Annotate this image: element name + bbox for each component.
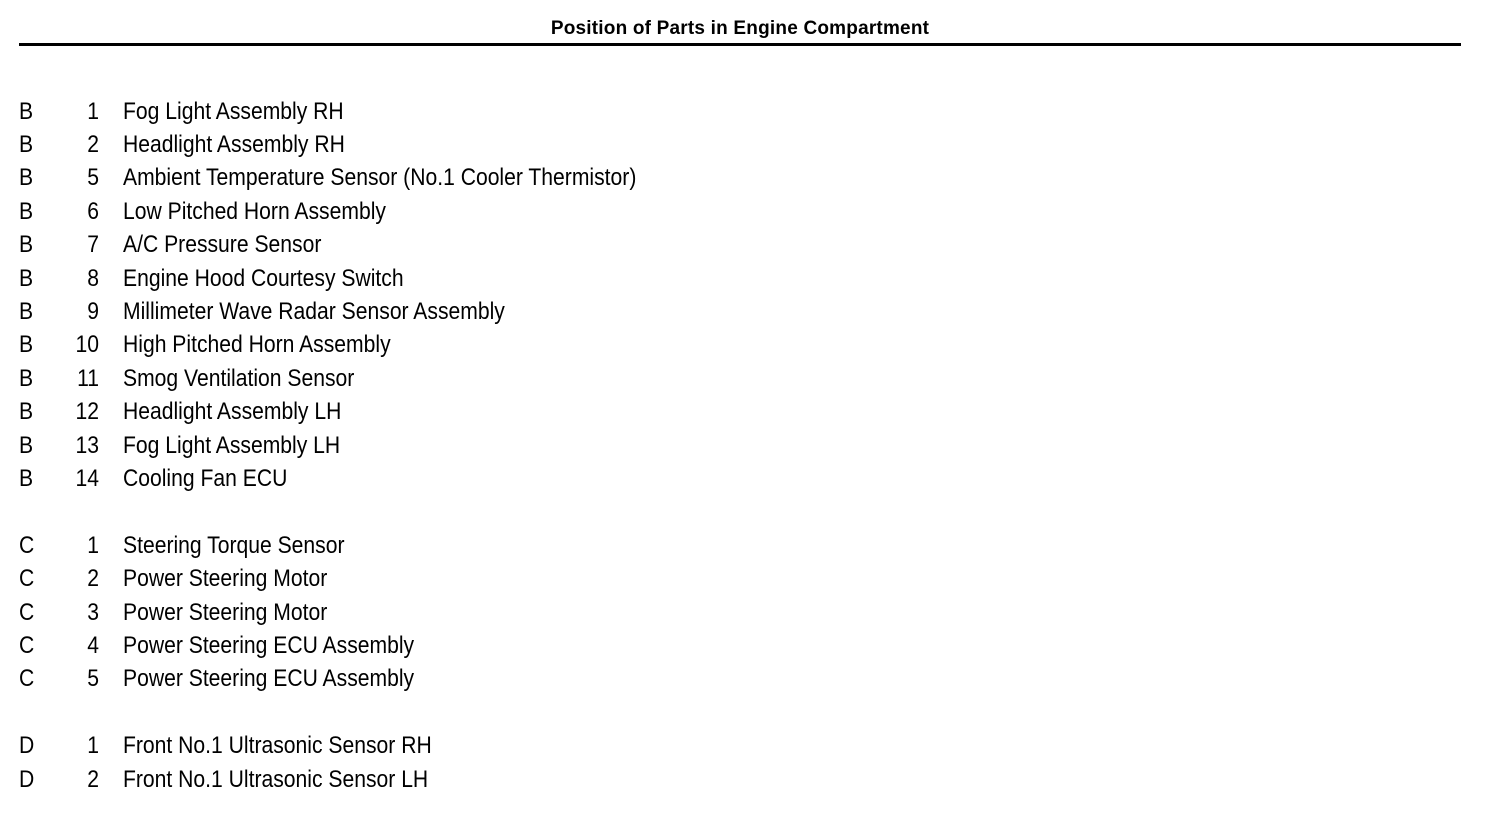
- part-row: [19, 763, 919, 796]
- parts-group-d: [19, 729, 919, 796]
- part-row: [19, 329, 919, 362]
- part-connector-code: B: [19, 264, 34, 292]
- part-name: Front No.1 Ultrasonic Sensor RH: [123, 732, 432, 760]
- part-row: [19, 95, 919, 128]
- part-connector-code: C: [19, 531, 35, 559]
- part-name: Cooling Fan ECU: [123, 464, 288, 492]
- part-connector-code: D: [19, 765, 35, 793]
- part-connector-code: B: [19, 298, 34, 326]
- part-name: High Pitched Horn Assembly: [123, 331, 391, 359]
- part-number: 1: [87, 732, 99, 760]
- part-name: Engine Hood Courtesy Switch: [123, 264, 404, 292]
- part-connector-code: B: [19, 431, 34, 459]
- parts-list: [19, 95, 919, 796]
- part-number: 12: [75, 398, 99, 426]
- part-number: 14: [75, 464, 99, 492]
- part-connector-code: B: [19, 164, 34, 192]
- part-number: 5: [87, 665, 99, 693]
- part-name: Steering Torque Sensor: [123, 531, 345, 559]
- part-row: [19, 229, 919, 262]
- part-name: Smog Ventilation Sensor: [123, 364, 355, 392]
- part-row: [19, 295, 919, 328]
- part-row: [19, 529, 919, 562]
- part-row: [19, 562, 919, 595]
- parts-group-b: [19, 95, 919, 496]
- part-row: [19, 262, 919, 295]
- part-row: [19, 396, 919, 429]
- part-row: [19, 596, 919, 629]
- part-name: Fog Light Assembly RH: [123, 97, 344, 125]
- parts-group-c: [19, 529, 919, 696]
- part-connector-code: C: [19, 565, 35, 593]
- part-number: 1: [87, 531, 99, 559]
- part-number: 2: [87, 131, 99, 159]
- part-number: 3: [87, 598, 99, 626]
- part-row: [19, 128, 919, 161]
- part-name: Power Steering ECU Assembly: [123, 631, 415, 659]
- part-row: [19, 729, 919, 762]
- part-name: A/C Pressure Sensor: [123, 231, 322, 259]
- part-connector-code: D: [19, 732, 35, 760]
- part-name: Millimeter Wave Radar Sensor Assembly: [123, 298, 505, 326]
- part-number: 2: [87, 565, 99, 593]
- part-name: Power Steering Motor: [123, 598, 328, 626]
- part-number: 1: [87, 97, 99, 125]
- part-row: [19, 162, 919, 195]
- part-connector-code: C: [19, 598, 35, 626]
- part-connector-code: B: [19, 97, 34, 125]
- part-row: [19, 362, 919, 395]
- part-name: Low Pitched Horn Assembly: [123, 197, 386, 225]
- part-name: Front No.1 Ultrasonic Sensor LH: [123, 765, 429, 793]
- part-connector-code: B: [19, 464, 34, 492]
- part-name: Power Steering ECU Assembly: [123, 665, 415, 693]
- part-name: Headlight Assembly LH: [123, 398, 342, 426]
- page-title: Position of Parts in Engine Compartment: [550, 18, 930, 39]
- part-connector-code: C: [19, 665, 35, 693]
- part-connector-code: C: [19, 631, 35, 659]
- part-number: 8: [87, 264, 99, 292]
- part-row: [19, 429, 919, 462]
- part-row: [19, 629, 919, 662]
- part-connector-code: B: [19, 197, 34, 225]
- part-number: 7: [87, 231, 99, 259]
- part-name: Fog Light Assembly LH: [123, 431, 341, 459]
- part-row: [19, 195, 919, 228]
- part-name: Power Steering Motor: [123, 565, 328, 593]
- part-connector-code: B: [19, 398, 34, 426]
- part-number: 6: [87, 197, 99, 225]
- part-connector-code: B: [19, 331, 34, 359]
- part-row: [19, 663, 919, 696]
- part-number: 10: [75, 331, 99, 359]
- part-row: [19, 462, 919, 495]
- part-number: 9: [87, 298, 99, 326]
- part-connector-code: B: [19, 364, 34, 392]
- part-number: 2: [87, 765, 99, 793]
- part-number: 13: [75, 431, 99, 459]
- part-number: 4: [87, 631, 99, 659]
- part-number: 5: [87, 164, 99, 192]
- part-name: Headlight Assembly RH: [123, 131, 345, 159]
- part-number: 11: [77, 364, 99, 392]
- part-connector-code: B: [19, 231, 34, 259]
- part-name: Ambient Temperature Sensor (No.1 Cooler Thermistor): [123, 164, 637, 192]
- title-underline: [19, 43, 1461, 46]
- part-connector-code: B: [19, 131, 34, 159]
